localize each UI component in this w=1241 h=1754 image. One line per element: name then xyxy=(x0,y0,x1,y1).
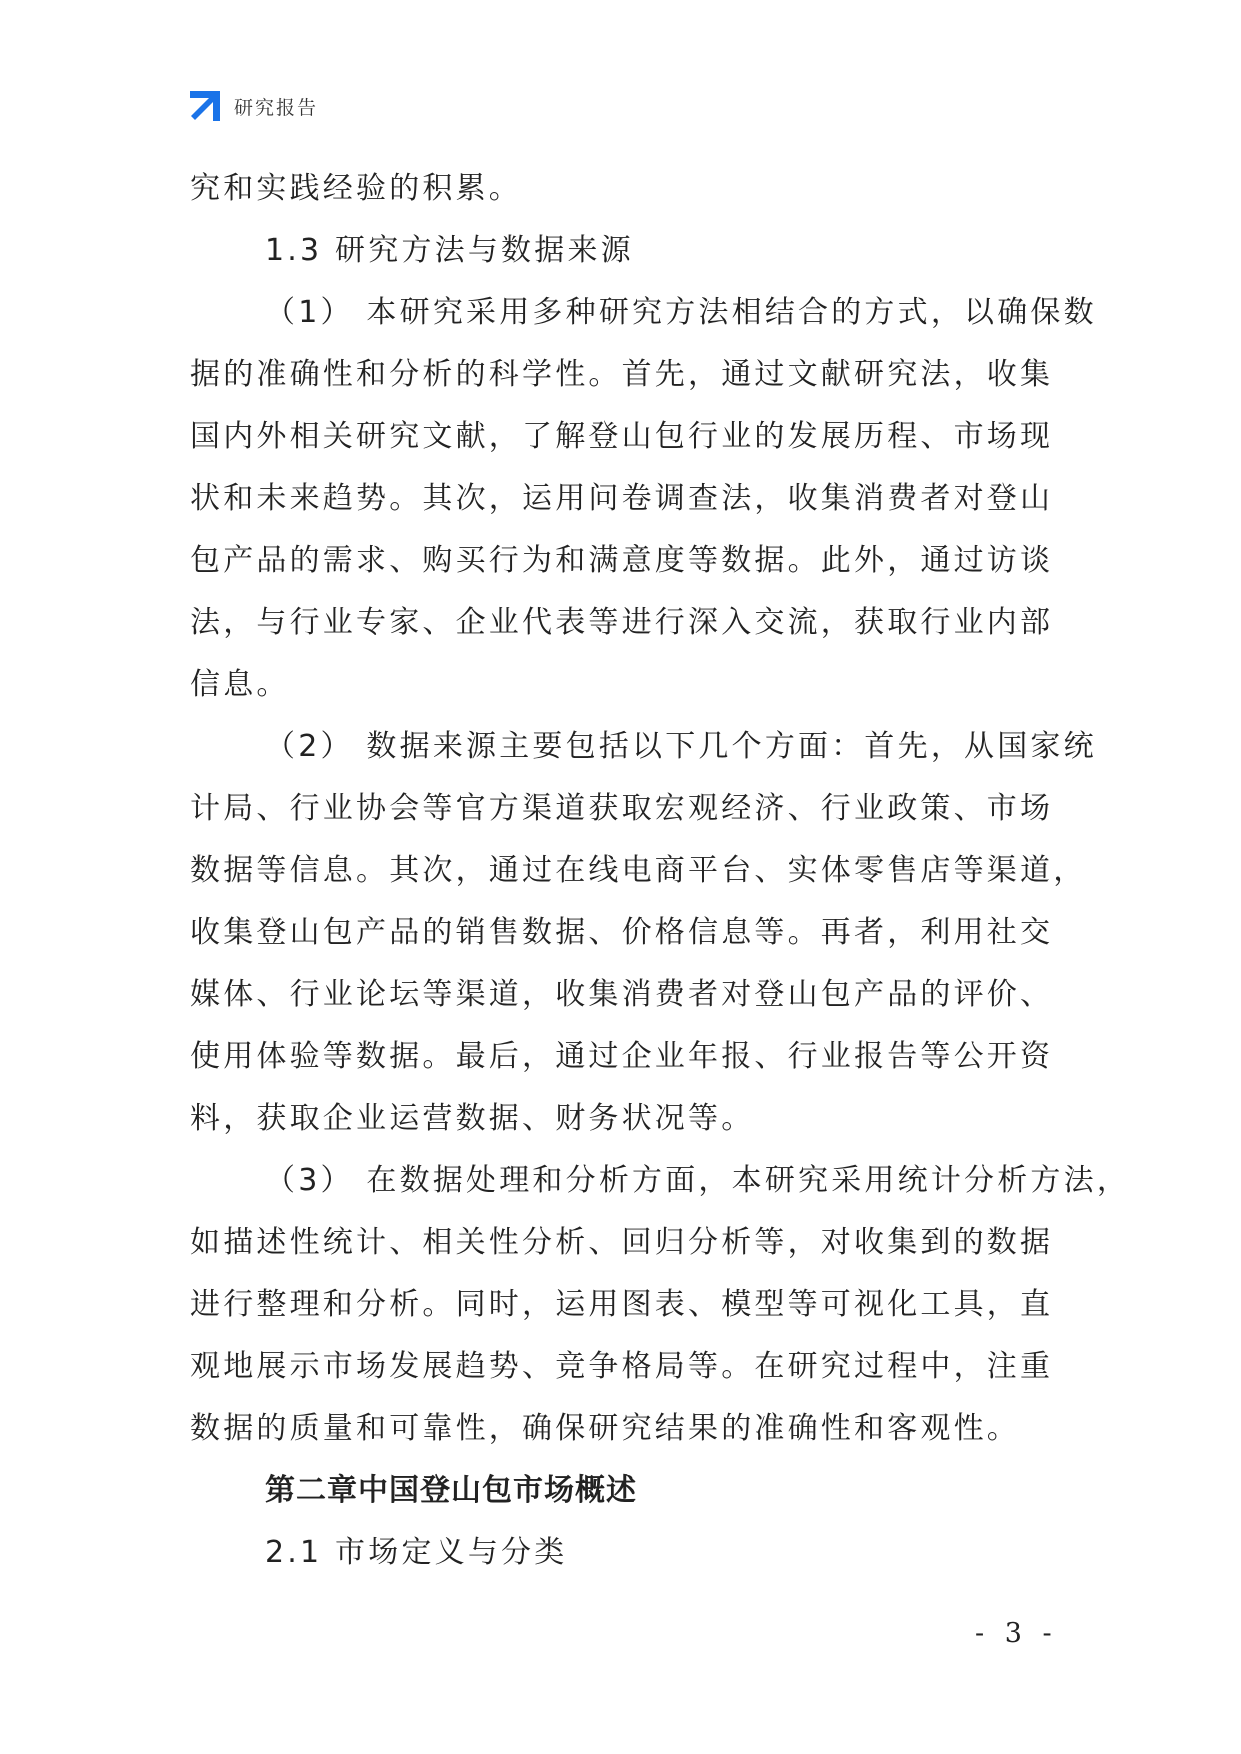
body-line: （1） 本研究采用多种研究方法相结合的方式，以确保数 xyxy=(265,295,1097,330)
body-line: 法，与行业专家、企业代表等进行深入交流，获取行业内部 xyxy=(190,605,1054,640)
body-line: （3） 在数据处理和分析方面，本研究采用统计分析方法， xyxy=(265,1163,1131,1198)
body-line: 如描述性统计、相关性分析、回归分析等，对收集到的数据 xyxy=(190,1225,1054,1260)
body-line: 媒体、行业论坛等渠道，收集消费者对登山包产品的评价、 xyxy=(190,977,1054,1012)
body-line: 信息。 xyxy=(190,667,290,702)
header-title: 研究报告 xyxy=(234,96,319,119)
body-line: 进行整理和分析。同时，运用图表、模型等可视化工具，直 xyxy=(190,1287,1054,1322)
body-line: 包产品的需求、购买行为和满意度等数据。此外，通过访谈 xyxy=(190,543,1054,578)
document-body xyxy=(190,158,1131,1584)
body-line: 究和实践经验的积累。 xyxy=(190,171,522,206)
body-line: 数据等信息。其次，通过在线电商平台、实体零售店等渠道， xyxy=(190,853,1087,888)
chapter-heading: 第二章中国登山包市场概述 xyxy=(265,1474,637,1507)
report-header xyxy=(188,88,318,124)
body-line: 状和未来趋势。其次，运用问卷调查法，收集消费者对登山 xyxy=(190,481,1054,516)
section-heading: 2.1 市场定义与分类 xyxy=(265,1535,568,1570)
body-line: 料，获取企业运营数据、财务状况等。 xyxy=(190,1101,755,1136)
body-line: 观地展示市场发展趋势、竞争格局等。在研究过程中，注重 xyxy=(190,1349,1054,1384)
body-line: 使用体验等数据。最后，通过企业年报、行业报告等公开资 xyxy=(190,1039,1054,1074)
section-heading: 1.3 研究方法与数据来源 xyxy=(265,233,634,268)
body-line: 计局、行业协会等官方渠道获取宏观经济、行业政策、市场 xyxy=(190,791,1054,826)
body-line: 国内外相关研究文献，了解登山包行业的发展历程、市场现 xyxy=(190,419,1054,454)
body-line: （2） 数据来源主要包括以下几个方面：首先，从国家统 xyxy=(265,729,1097,764)
arrow-up-right-icon xyxy=(188,89,222,123)
page-number: - 3 - xyxy=(975,1618,1058,1649)
body-line: 收集登山包产品的销售数据、价格信息等。再者，利用社交 xyxy=(190,915,1054,950)
body-line: 数据的质量和可靠性，确保研究结果的准确性和客观性。 xyxy=(190,1411,1020,1446)
body-line: 据的准确性和分析的科学性。首先，通过文献研究法，收集 xyxy=(190,357,1054,392)
